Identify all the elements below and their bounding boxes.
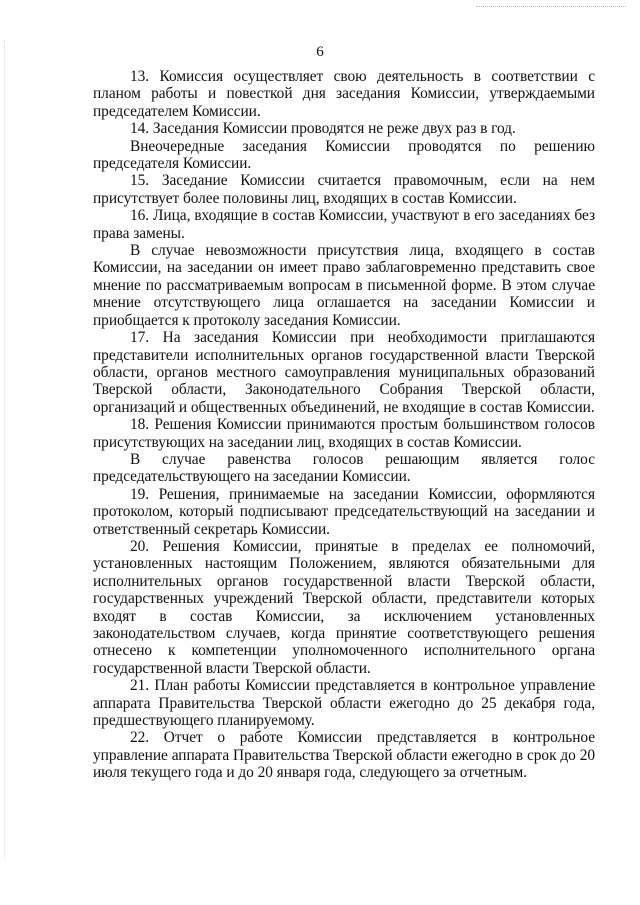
scan-artifact-left: [4, 40, 6, 860]
paragraph-17: 17. На заседания Комиссии при необходимости приглашаются представители исполнительных органов государственной власти Тверской области, органов местного самоуправления муниципальных образований Тверской области, Законодательного Собрания Тверской области, организаций и общественных объединений, не входящие в состав Комиссии.: [93, 329, 595, 416]
paragraph-19: 19. Решения, принимаемые на заседании Комиссии, оформляются протоколом, который подписывают председательствующий на заседании и ответственный секретарь Комиссии.: [93, 485, 595, 538]
document-body: [93, 68, 595, 782]
paragraph-22: 22. Отчет о работе Комиссии представляется в контрольное управление аппарата Правительства Тверской области ежегодно в срок до 20 июля текущего года и до 20 января года, следующего за отчетным.: [93, 729, 595, 782]
paragraph-21: 21. План работы Комиссии представляется в контрольное управление аппарата Правительства Тверской области ежегодно до 25 декабря года, предшествующего планируемому.: [93, 677, 595, 730]
paragraph-15: 15. Заседание Комиссии считается правомочным, если на нем присутствует более половины лиц, входящих в состав Комиссии.: [93, 172, 595, 207]
paragraph-18: 18. Решения Комиссии принимаются простым большинством голосов присутствующих на заседании лиц, входящих в состав Комиссии.: [93, 416, 595, 451]
page-number: 6: [316, 44, 324, 60]
paragraph-13: 13. Комиссия осуществляет свою деятельность в соответствии с планом работы и повесткой дня заседания Комиссии, утверждаемыми председателем Комиссии.: [93, 68, 595, 120]
scan-artifact: [476, 6, 626, 9]
paragraph-16-extra: В случае невозможности присутствия лица, входящего в состав Комиссии, на заседании он имеет право заблаговременно представить свое мнение по рассматриваемым вопросам в письменной форме. В этом случае мнение отсутствующего лица оглашается на заседании Комиссии и приобщается к протоколу заседания Комиссии.: [93, 242, 595, 329]
paragraph-16: 16. Лица, входящие в состав Комиссии, участвуют в его заседаниях без права замены.: [93, 207, 595, 242]
paragraph-14-extra: Внеочередные заседания Комиссии проводятся по решению председателя Комиссии.: [93, 137, 595, 173]
paragraph-20: 20. Решения Комиссии, принятые в пределах ее полномочий, установленных настоящим Положением, являются обязательными для исполнительных органов государственной власти Тверской области, государственных учреждений Тверской области, представители которых входят в состав Комиссии, за исключением установленных законодательством случаев, когда принятие соответствующего решения отнесено к компетенции уполномоченного исполнительного органа государственной власти Тверской области.: [93, 537, 595, 677]
paragraph-14: 14. Заседания Комиссии проводятся не реже двух раз в год.: [130, 120, 516, 138]
paragraph-18-extra: В случае равенства голосов решающим является голос председательствующего на заседании Комиссии.: [93, 450, 595, 486]
